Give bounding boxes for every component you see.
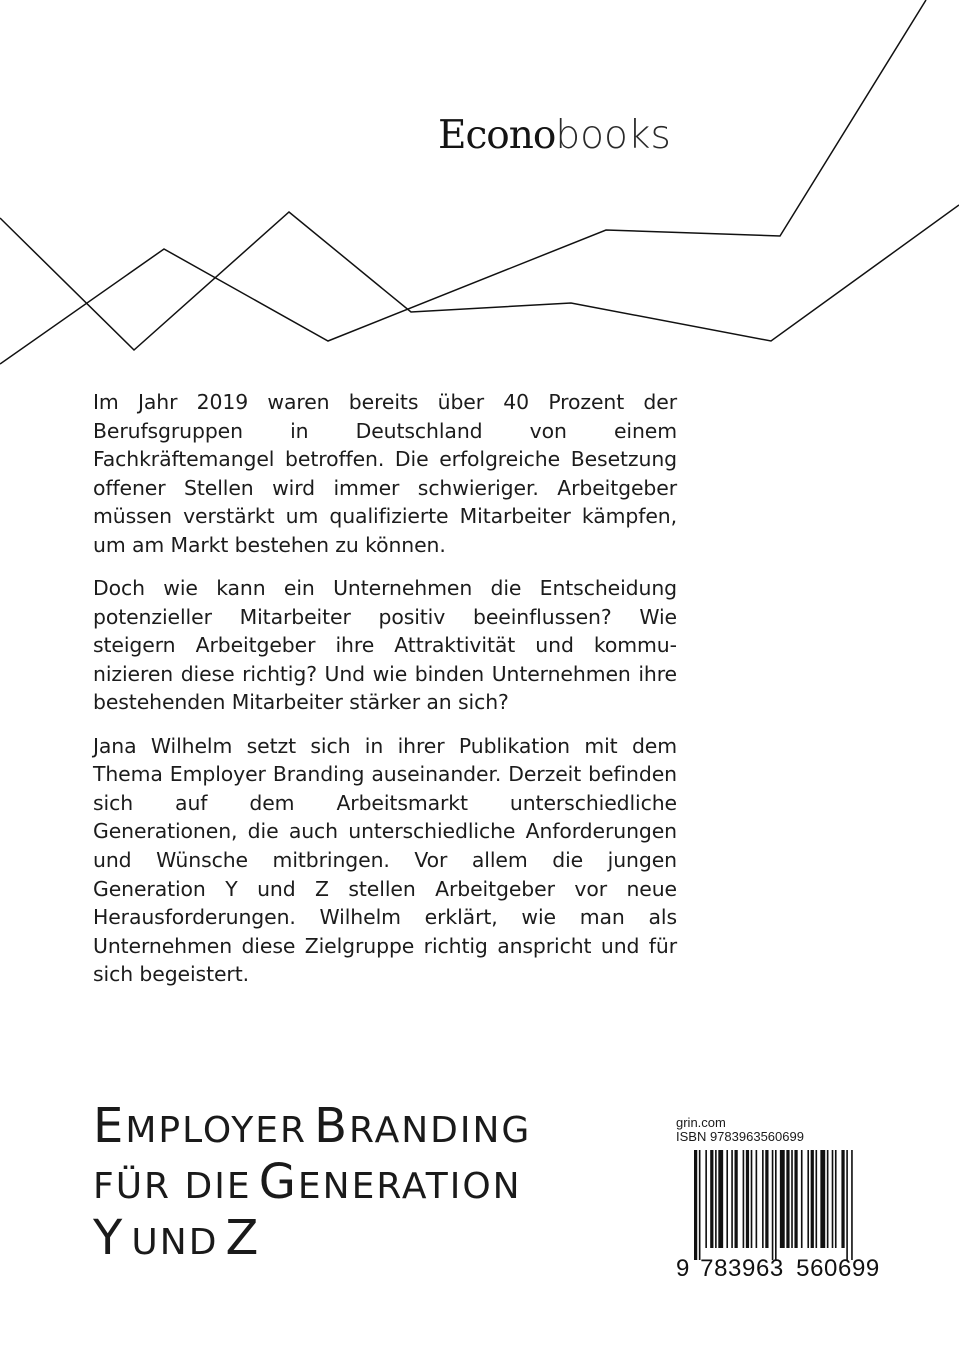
blurb-paragraph-2: Doch wie kann ein Unternehmen die Entscheidung potenzieller Mitarbeiter positiv beeinflussen? Wie steigern Arbeitgeber ihre Attraktivität und kommunizieren diese richtig? Und wie binden Unternehmen ihre bestehenden Mitarbeiter stärker an sich? — [93, 576, 677, 715]
barcode-bar — [841, 1150, 844, 1248]
barcode-bar — [827, 1150, 829, 1248]
barcode-bar — [794, 1150, 797, 1248]
barcode-bar — [807, 1150, 809, 1248]
barcode-bar — [772, 1150, 774, 1260]
barcode-bar — [718, 1150, 723, 1248]
barcode-bar — [731, 1150, 733, 1248]
barcode-bar — [726, 1150, 728, 1248]
barcode-digits — [676, 1256, 896, 1282]
barcode-bar — [735, 1150, 738, 1248]
barcode-bar — [775, 1150, 777, 1260]
barcode-digit-group-1: 783963 — [700, 1255, 784, 1282]
book-title — [93, 1098, 653, 1266]
barcode-bar — [710, 1150, 713, 1248]
blurb-paragraph-1: Im Jahr 2019 waren bereits über 40 Prozent der Berufsgruppen in Deutschland von einem Fachkräftemangel betroffen. Die erfolgreiche Besetzung offener Stellen wird immer schwieriger. Arbeitgeber müssen verstärkt um qualifizierte Mitarbeiter kämpfen, um am Markt bestehen zu können. — [93, 390, 677, 557]
barcode-bar — [756, 1150, 758, 1248]
barcode-bar — [816, 1150, 818, 1248]
barcode-bar — [715, 1150, 717, 1248]
barcode-bar — [762, 1150, 764, 1248]
title-line-2: FÜR DIE GENERATION — [93, 1154, 522, 1210]
isbn-text: ISBN 9783963560699 — [676, 1129, 804, 1144]
barcode-bar — [780, 1150, 785, 1248]
website-text: grin.com — [676, 1115, 726, 1130]
barcode-bar — [832, 1150, 834, 1248]
barcode-bar — [765, 1150, 768, 1248]
publisher-logo — [438, 112, 671, 160]
blurb-paragraph-3: Jana Wilhelm setzt sich in ihrer Publikation mit dem Thema Employer Branding auseinander. Derzeit befinden sich auf dem Arbeitsmarkt unterschiedliche Generationen, die auch unterschiedliche Anforderungen und Wünsche mitbringen. Vor allem die jungen Generation Y und Z stellen Arbeitgeber vor neue Herausforderungen. Wilhelm erklärt, wie man als Unternehmen diese Zielgruppe richtig anspricht und für sich begeistert. — [93, 733, 677, 987]
barcode-bar — [751, 1150, 753, 1248]
barcode-bar — [820, 1150, 825, 1248]
barcode-bar — [811, 1150, 814, 1248]
barcode-bar — [699, 1150, 701, 1260]
decor-line-1 — [0, 205, 959, 350]
isbn-barcode — [676, 1116, 896, 1284]
barcode-bar — [801, 1150, 803, 1248]
back-cover-blurb — [93, 388, 677, 1003]
logo-econo: Econo — [438, 113, 556, 158]
barcode-digit-group-2: 560699 — [796, 1255, 880, 1282]
barcode-bar — [694, 1150, 697, 1260]
barcode-bar — [851, 1150, 853, 1260]
barcode-bar — [705, 1150, 707, 1248]
barcode-bar — [835, 1150, 837, 1248]
barcode-bars — [676, 1150, 896, 1260]
logo-books: books — [555, 113, 671, 158]
barcode-bar — [743, 1150, 745, 1248]
barcode-digit-first: 9 — [676, 1255, 690, 1282]
barcode-bar — [791, 1150, 793, 1248]
barcode-bar — [786, 1150, 789, 1248]
title-line-3: Y UND Z — [93, 1210, 261, 1266]
barcode-bar — [746, 1150, 749, 1248]
decorative-line-graphic — [0, 0, 959, 380]
title-line-1: EMPLOYER BRANDING — [93, 1098, 532, 1154]
barcode-bar — [846, 1150, 848, 1260]
